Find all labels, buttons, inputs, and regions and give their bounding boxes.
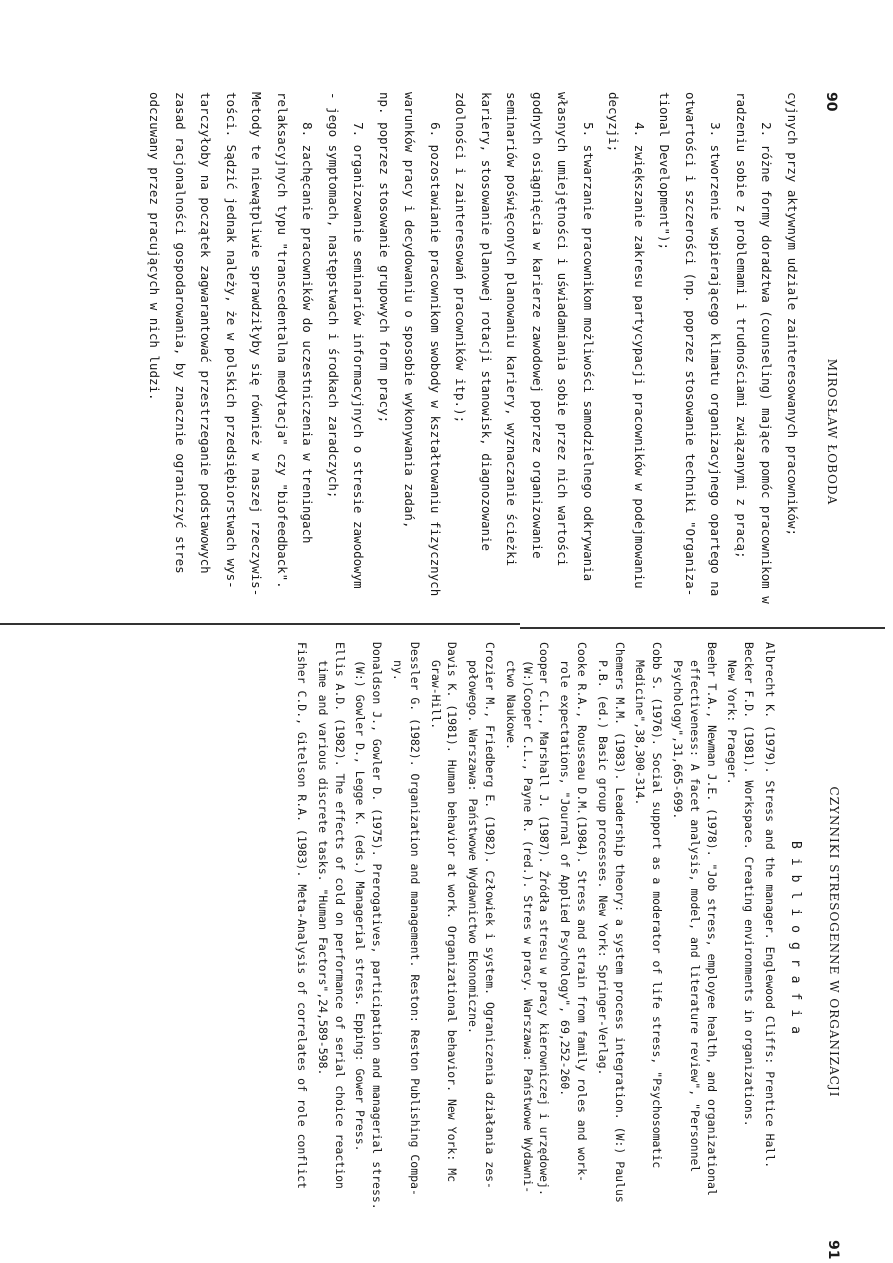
reference-line: Beehr T.A., Newman J.E. (1978). "Job stress, employee health, and organizational <box>704 642 719 1196</box>
page-91 <box>103 642 843 1260</box>
text-line: odczuwany przez pracujących w nich ludzi. <box>147 92 163 401</box>
text-line: 4. zwiększanie zakresu partycypacji pracowników w podejmowaniu <box>632 92 647 589</box>
reference-entry <box>464 642 498 1232</box>
reference-line: Psychology",31,665-699. <box>671 660 686 820</box>
text-line: tości. Sądzić jednak należy, że w polskich przedsiębiorstwach wys- <box>224 92 239 589</box>
reference-line: połowego. Warszawa: Państwowe Wydawnictwo Ekonomiczne. <box>466 660 481 1034</box>
text-line: Metody te niewątpliwie sprawdziłyby się również w naszej rzeczywis- <box>249 92 265 597</box>
page-90-header <box>805 92 843 612</box>
text-line: 6. pozostawianie pracownikom swobody w kształtowaniu fizycznych <box>428 92 443 597</box>
text-line: zasad racjonalności gospodarowania, by znacznie ograniczyć stres <box>173 92 188 574</box>
reference-entry <box>427 642 461 1232</box>
text-line: godnych osiągnięcia w karierze zawodowej poprzez organizowanie <box>530 92 545 559</box>
text-line: 2. różne formy doradztwa (counseling) mające pomóc pracownikom w <box>759 92 775 604</box>
text-line: cyjnych przy aktywnym udziale zainteresowanych pracowników; <box>785 92 800 537</box>
reference-line: (W:) Gowler D., Legge K. (eds.) Managerial stress. Epping: Gower Press. <box>353 660 368 1152</box>
reference-entry <box>594 642 628 1232</box>
reference-line: Davis K. (1981). Human behavior at work. Organizational behavior. New York: Mc <box>445 642 460 1183</box>
text-line: relaksacyjnych typu "transcedentalna medytacja" czy "biofeedback". <box>275 92 290 589</box>
page-90-body <box>142 92 805 612</box>
reference-line: Donaldson J., Gowler D. (1975). Prerogatives, participation and managerial stress. <box>370 642 385 1210</box>
reference-line: P.B. (ed.) Basic group processes. New York: Springer-Verlag. <box>595 660 610 1076</box>
text-line: 5. stwarzanie pracownikom możliwości samodzielnego odkrywania <box>581 92 596 582</box>
text-line: kariery, stosowanie planowej rotacji stanowisk, diagnozowanie <box>479 92 494 552</box>
reference-line: New York: Praeger. <box>725 660 740 785</box>
reference-line: Fisher C.D., Gitelson R.A. (1983). Meta-Analysis of correlates of role conflict <box>295 642 310 1189</box>
reference-line: ny. <box>391 660 406 681</box>
reference-line: Graw-Hill. <box>428 660 443 730</box>
reference-entry <box>389 642 423 1232</box>
bibliography-title: Bibliografia <box>788 841 803 1043</box>
page-90 <box>147 92 843 612</box>
reference-line: Dessler G. (1982). Organization and management. Reston: Reston Publishing Compa- <box>407 642 422 1196</box>
reference-line: Albrecht K. (1979). Stress and the manager. Englewood Cliffs: Prentice Hall. <box>763 642 777 1169</box>
text-line: otwartości i szczerości (np. poprzez stosowanie techniki "Organiza- <box>683 92 698 597</box>
text-line: decyzji; <box>606 92 622 153</box>
text-line: radzeniu sobie z problemami i trudnościami związanymi z pracą; <box>734 92 749 559</box>
text-line: 3. stworzenie wspierającego klimatu organizacyjnego opartego na <box>708 92 724 597</box>
page-number: 91 <box>825 1240 841 1260</box>
reference-line: Cobb S. (1976). Social support as a moderator of life stress, "Psychosomatic <box>650 642 665 1169</box>
running-head: MIROSŁAW ŁOBODA <box>825 358 839 506</box>
page-91-header <box>803 642 843 1260</box>
text-line: warunków pracy i decydowaniu o sposobie wykonywania zadań, <box>402 92 418 529</box>
text-line: - jego symptomach, następstwach i środkach zaradczych; <box>326 92 341 499</box>
text-line: seminariów poświęconych planowaniu kariery, wyznaczanie ścieżki <box>504 92 520 567</box>
reference-line: Cooke R.A., Rousseau D.M.(1984). Stress and strain from family roles and work- <box>575 642 590 1183</box>
text-line: własnych umiejętności i uświadamiania sobie przez nich wartości <box>555 92 571 567</box>
page-divider <box>520 627 885 629</box>
reference-line: Chemers M.M. (1983). Leadership theory: a system process integration. (W:) Paulus <box>612 642 627 1203</box>
reference-line: ctwo Naukowe. <box>503 660 518 751</box>
reference-entry <box>724 642 758 1232</box>
running-head: CZYNNIKI STRESOGENNE W ORGANIZACJI <box>827 786 841 1098</box>
page-number: 90 <box>823 92 839 112</box>
reference-line: Medicine",38,300-314. <box>633 660 648 806</box>
reference-line: Cooper C.L., Marshall J. (1987). Źródła stresu w pracy kierowniczej i urzędowej. <box>537 642 552 1196</box>
reference-entry <box>314 642 348 1232</box>
reference-line: effectiveness: A facet analysis, model, and literature review", "Personnel <box>687 660 702 1173</box>
reference-entry <box>632 642 666 1232</box>
reference-entry <box>352 642 386 1232</box>
reference-entry <box>761 642 778 1232</box>
text-line: zdolności i zainteresowań pracowników itp.); <box>453 92 469 424</box>
reference-line: Becker F.D. (1981). Workspace. Creating environments in organizations. <box>742 642 757 1127</box>
bibliography-list <box>293 642 778 1232</box>
reference-line: (W:)Cooper C.L., Payne R. (red.). Stres w pracy. Warszawa: Państwowe Wydawni- <box>520 660 535 1194</box>
text-line: tional Development"); <box>657 92 673 251</box>
reference-line: Crozier M., Friedberg E. (1982). Człowiek i system. Ograniczenia działania zes- <box>483 642 498 1189</box>
reference-line: role expectations, "Journal of Applied Psychology", 69,252-260. <box>558 660 573 1097</box>
reference-entry <box>556 642 590 1232</box>
text-line: tarczyłoby na początek zagwarantować przestrzeganie podstawowych <box>198 92 214 574</box>
text-line: np. poprzez stosowanie grupowych form pracy; <box>377 92 392 424</box>
reference-entry <box>293 642 310 1232</box>
reference-entry <box>669 642 719 1232</box>
text-line: 7. organizowanie seminariów informacyjnych o stresie zawodowym <box>351 92 367 589</box>
page-divider <box>0 623 520 625</box>
reference-entry <box>502 642 552 1232</box>
text-line: 8. zachęcanie pracowników do uczestniczenia w treningach <box>300 92 316 544</box>
reference-line: Ellis A.D. (1982). The effects of cold on performance of serial choice reaction <box>332 642 347 1189</box>
reference-line: time and various discrete tasks. "Human Factors",24,589-598. <box>315 660 330 1076</box>
